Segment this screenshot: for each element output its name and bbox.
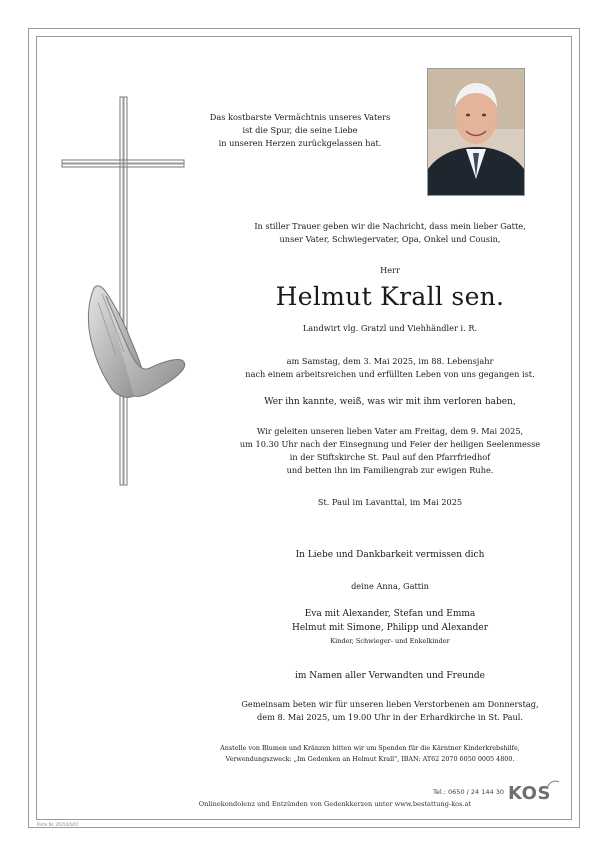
- donation-line: Anstelle von Blumen und Kränzen bitten wir um Spenden für die Kärntner Kinderkrebshilfe,: [220, 744, 520, 752]
- salutation: Herr: [380, 265, 400, 275]
- funeral-info: [190, 425, 590, 477]
- family-line: Helmut mit Simone, Philipp und Alexander: [291, 623, 488, 633]
- family-line: Eva mit Alexander, Stefan und Emma: [304, 609, 476, 619]
- motto: Wer ihn kannte, weiß, was wir mit ihm verloren haben,: [264, 397, 516, 407]
- family-note: Kinder, Schwieger- und Enkelkinder: [330, 637, 450, 645]
- quote-line: in unseren Herzen zurückgelassen hat.: [218, 138, 382, 148]
- footer-tel: Tel.: 0650 / 24 144 30: [433, 788, 504, 796]
- quote-line: Das kostbarste Vermächtnis unseres Vaters: [209, 112, 391, 122]
- print-id: Parte Nr. 2025/05/07: [37, 822, 79, 827]
- quote: [180, 111, 420, 150]
- funeral-line: Wir geleiten unseren lieben Vater am Freitag, dem 9. Mai 2025,: [256, 426, 524, 436]
- portrait-image: [428, 69, 524, 195]
- funeral-line: in der Stiftskirche St. Paul auf den Pfarrfriedhof: [289, 452, 491, 462]
- wife: deine Anna, Gattin: [351, 581, 429, 591]
- occupation: Landwirt vlg. Gratzl und Viehhändler i. R.: [302, 323, 478, 333]
- prayer-info: [190, 698, 590, 724]
- death-line: am Samstag, dem 3. Mai 2025, im 88. Lebensjahr: [286, 356, 494, 366]
- praying-hands-icon: [84, 282, 188, 402]
- intro: [190, 220, 590, 246]
- deceased-name: Helmut Krall sen.: [275, 282, 505, 311]
- intro-line: In stiller Trauer geben wir die Nachricht, dass mein lieber Gatte,: [254, 221, 526, 231]
- logo-swoosh-icon: [546, 779, 560, 789]
- intro-line: unser Vater, Schwiegervater, Opa, Onkel und Cousin,: [279, 234, 501, 244]
- quote-line: ist die Spur, die seine Liebe: [242, 125, 358, 135]
- prayer-line: dem 8. Mai 2025, um 19.00 Uhr in der Erhardkirche in St. Paul.: [257, 712, 523, 722]
- death-notice: [190, 355, 590, 381]
- mourners-intro: In Liebe und Dankbarkeit vermissen dich: [295, 550, 485, 560]
- footer-online: Onlinekondolenz und Entzünden von Gedenkkerzen unter www.bestattung-kos.at: [198, 800, 472, 808]
- funeral-line: und betten ihn im Familiengrab zur ewigen Ruhe.: [286, 465, 494, 475]
- death-line: nach einem arbeitsreichen und erfüllten Leben von uns gegangen ist.: [245, 369, 535, 379]
- place-date: St. Paul im Lavanttal, im Mai 2025: [317, 497, 463, 507]
- funeral-line: um 10.30 Uhr nach der Einsegnung und Feier der heiligen Seelenmesse: [239, 439, 541, 449]
- donation-info: [150, 743, 590, 765]
- relatives: im Namen aller Verwandten und Freunde: [295, 671, 485, 681]
- donation-line: Verwendungszweck: „Im Gedenken an Helmut Krall", IBAN: AT62 2070 6050 0005 4800.: [225, 755, 515, 763]
- prayer-line: Gemeinsam beten wir für unseren lieben Verstorbenen am Donnerstag,: [241, 699, 539, 709]
- kos-logo: [508, 783, 551, 804]
- portrait-photo: [427, 68, 525, 196]
- kos-logo-text: KOS: [508, 783, 551, 804]
